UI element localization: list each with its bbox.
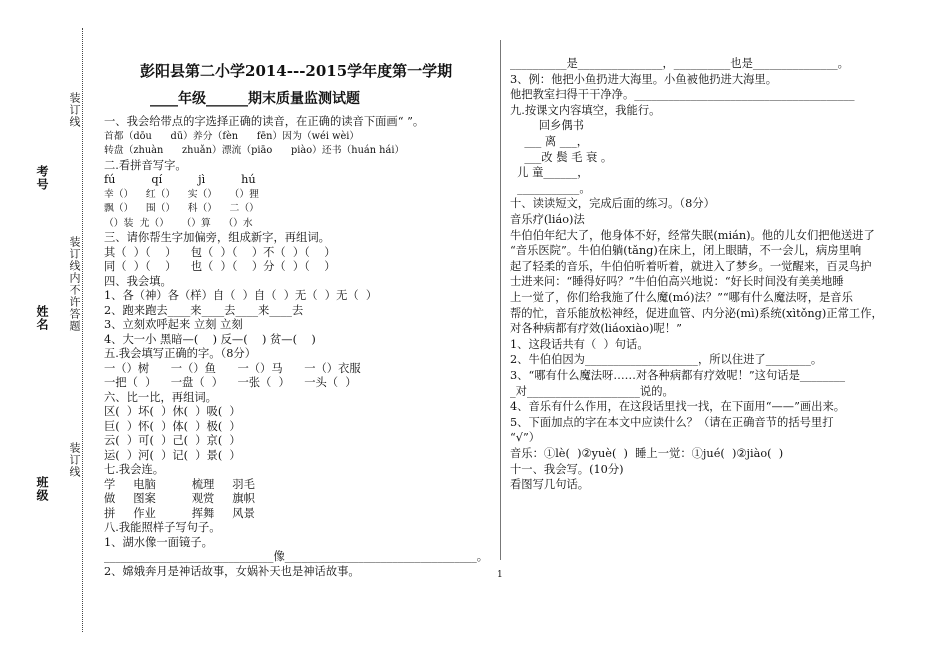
left-line: 五.我会填写正确的字。（8分） [104, 347, 256, 360]
left-line: 同（ ）（ ） 也（ ）（ ）分（ ）（ ） [104, 260, 336, 273]
left-line: 巨( ）怀( ）体( ）极( ） [104, 419, 241, 433]
right-line: 音乐疗(liáo)法 [510, 213, 585, 226]
name-label: 姓名 [35, 305, 49, 331]
right-line: 音乐：①lè( )②yuè( ) 睡上一觉：①jué( )②jiào( ) [510, 447, 784, 460]
left-line: 飘（） 围（） 科（） 二（） [104, 203, 259, 214]
left-line: 1、各（神）各（样）自（ ）自（ ）无（ ）无（ ） [104, 289, 378, 302]
right-line: 上一觉了，你们给我施了什么魔(mó)法？”“哪有什么魔法呀，是音乐 [510, 291, 853, 304]
left-line: 一、我会给带点的字选择正确的读音，在正确的读音下面画“ ”。 [104, 115, 425, 128]
left-line: 区( ）坏( ）休( ）吸( ） [104, 405, 241, 418]
right-line: “音乐医院”。牛伯伯躺(tǎng)在床上，闭上眼睛，不一会儿，病房里响 [510, 244, 862, 258]
binding-dotted-line [82, 28, 83, 632]
left-line: 云( ）可( ）己( ）京( ） [104, 434, 241, 447]
right-line: 九.按课文内容填空，我能行。 [510, 103, 661, 117]
left-line: 拼 作业 挥舞 风景 [104, 506, 255, 520]
right-line: ___改 鬓 毛 衰 。 [510, 150, 613, 164]
right-line: 儿 童______， [510, 166, 589, 180]
binding-warning: 装订线内不许答题 [68, 236, 81, 332]
left-line: 做 图案 观赏 旗帜 [104, 492, 255, 505]
left-line: 八.我能照样子写句子。 [104, 521, 221, 534]
right-line: 牛伯伯年纪大了，他身体不好，经常失眠(mián)。他的儿女们把他送进了 [510, 228, 875, 242]
left-line: 一把（ ） 一盘（ ） 一张（ ） 一头（ ） [104, 376, 357, 389]
left-line: （）装 尤（） （）算 （）水 [104, 217, 253, 229]
right-line: 2、牛伯伯因为____________________，所以住进了________。 [510, 353, 823, 367]
right-line: 1、这段话共有（ ）句话。 [510, 337, 649, 351]
exam-number-label: 考号 [35, 165, 49, 191]
left-line: 七.我会连。 [104, 463, 165, 476]
right-line: 3、“哪有什么魔法呀……对各种病都有疗效呢！”这句话是________ [510, 369, 846, 382]
left-line: 一（）树 一（）鱼 一（）马 一（）衣服 [104, 361, 361, 375]
right-line: ___________。 [510, 181, 591, 195]
left-line: 4、大一小 黑暗—( ) 反—( ) 贫—( ) [104, 332, 316, 346]
class-label: 班级 [35, 476, 49, 502]
right-line: __________是_______________，__________也是_______________。 [510, 57, 849, 70]
right-line: 起了轻柔的音乐，牛伯伯听着听着，就进入了梦乡。一觉醒来，百灵鸟护 [510, 259, 872, 273]
left-line: 运( ）河( ）记( ）景( ） [104, 448, 241, 462]
left-line: 三、请你帮生字加偏旁，组成新字，再组词。 [104, 231, 330, 244]
right-line: 十、读读短文，完成后面的练习。（8分） [510, 197, 715, 211]
right-line: 5、下面加点的字在本文中应读什么？（请在正确音节的括号里打 [510, 415, 834, 429]
binding-label-bottom: 装订线 [68, 442, 81, 478]
exam-title: 彭阳县第二小学2014---2015学年度第一学期 [140, 62, 453, 80]
left-line: 六、比一比，再组词。 [104, 390, 217, 404]
right-line: 帮的忙，音乐能放松神经，促进血管、内分泌(mì)系统(xìtǒng)正常工作， [510, 306, 883, 320]
left-line: 幸（） 红（） 实（） （）狸 [104, 188, 259, 200]
left-line: 二.看拼音写字。 [104, 158, 187, 172]
left-line: 学 电脑 梳理 羽毛 [104, 477, 255, 491]
column-divider [500, 40, 501, 560]
right-line: 他把教室扫得干干净净。_______________________________________ [510, 88, 855, 102]
right-line: 回乡偶书 [510, 119, 584, 133]
right-line: _对____________________说的。 [510, 384, 674, 398]
right-line: 看图写几句话。 [510, 478, 590, 492]
right-line: 3、例：他把小鱼扔进大海里。小鱼被他扔进大海里。 [510, 72, 778, 86]
left-line: 1、湖水像一面镜子。 [104, 535, 213, 549]
right-line: 对各种病都有疗效(liáoxiào)呢！” [510, 322, 682, 336]
left-line: 其（ ）（ ） 包（ ）（ ）不（ ）（ ） [104, 245, 336, 259]
right-line: 士进来问：“睡得好吗？”牛伯伯高兴地说：“好长时间没有美美地睡 [510, 275, 844, 289]
left-line: 转盘（zhuàn zhuǎn）漂流（piāo piào）还书（huán hái） [104, 145, 405, 156]
right-line: “√”） [510, 431, 541, 445]
left-line: 首都（dōu dū）养分（fèn fēn）因为（wéi wèi） [104, 130, 360, 142]
exam-subtitle: ____年级______期末质量监测试题 [150, 91, 360, 107]
binding-label-top: 装订线 [68, 92, 81, 128]
left-line: 2、嫦娥奔月是神话故事，女娲补天也是神话故事。 [104, 564, 360, 578]
left-line: 3、立刻欢呼起来 立刻 立刻 [104, 318, 243, 331]
right-line: 十一、我会写。(10分) [510, 462, 624, 476]
right-line: 4、音乐有什么作用，在这段话里找一找，在下面用“——”画出来。 [510, 400, 846, 414]
left-line: 四、我会填。 [104, 274, 172, 288]
right-line: ___ 离 ___， [510, 135, 589, 148]
left-line: 2、跑来跑去____来____去____来____去 [104, 303, 304, 317]
page-number: 1 [497, 570, 503, 580]
left-line: fú qí jì hú [104, 173, 256, 186]
left-line: ______________________________像__________________________________。 [104, 550, 489, 563]
